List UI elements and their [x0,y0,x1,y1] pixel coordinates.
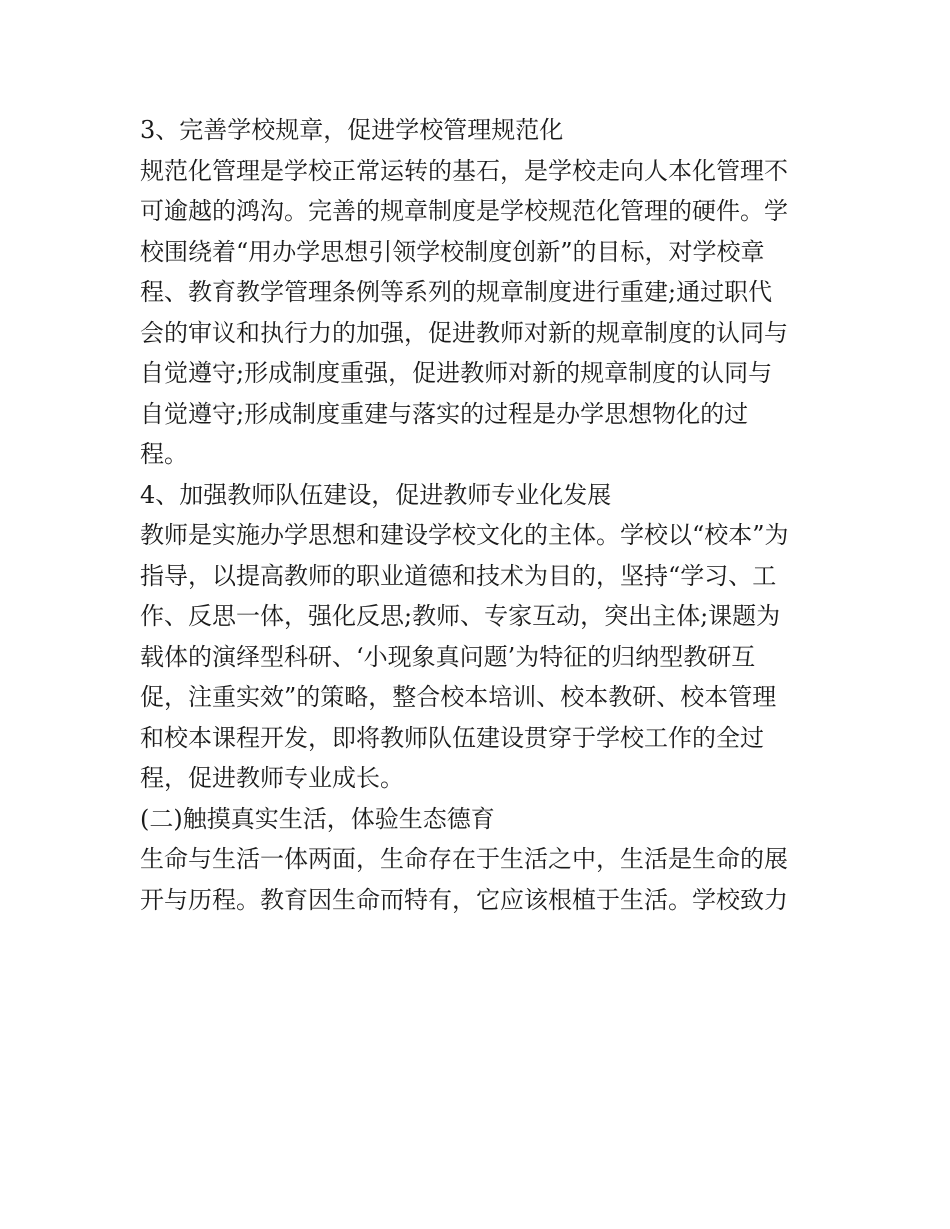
paragraph-line: 校围绕着“用办学思想引领学校制度创新”的目标，对学校章 [140,237,765,266]
paragraph-line: 规范化管理是学校正常运转的基石，是学校走向人本化管理不 [140,156,788,185]
paragraph-line: 教师是实施办学思想和建设学校文化的主体。学校以“校本”为 [140,521,789,549]
paragraph-line: 会的审议和执行力的加强，促进教师对新的规章制度的认同与 [140,318,788,347]
paragraph-line: 可逾越的鸿沟。完善的规章制度是学校规范化管理的硬件。学 [140,197,788,225]
paragraph-line: 促，注重实效”的策略，整合校本培训、校本教研、校本管理 [140,683,777,711]
paragraph-line: 指导，以提高教师的职业道德和技术为目的，坚持“学习、工 [140,561,777,590]
paragraph-line: 自觉遵守;形成制度重强，促进教师对新的规章制度的认同与 [140,359,773,387]
document-page [140,110,820,920]
paragraph-line: 载体的演绎型科研、‘小现象真问题’为特征的归纳型教研互 [140,642,756,671]
paragraph-line: 程、教育教学管理条例等系列的规章制度进行重建;通过职代 [140,278,773,306]
paragraph-line: 生命与生活一体两面，生命存在于生活之中，生活是生命的展 [140,845,788,873]
section-4 [140,475,820,799]
paragraph-line: 程。 [140,440,188,468]
section-er-heading: (二)触摸真实生活，体验生态德育 [140,804,495,833]
section-er [140,799,820,921]
paragraph-line: 自觉遵守;形成制度重建与落实的过程是办学思想物化的过 [140,399,749,428]
paragraph-line: 程，促进教师专业成长。 [140,764,404,792]
paragraph-line: 开与历程。教育因生命而特有，它应该根植于生活。学校致力 [140,885,788,914]
section-3 [140,110,820,475]
section-3-heading: 3、完善学校规章，促进学校管理规范化 [140,116,564,144]
paragraph-line: 和校本课程开发，即将教师队伍建设贯穿于学校工作的全过 [140,723,764,752]
section-4-heading: 4、加强教师队伍建设，促进教师专业化发展 [140,480,612,509]
paragraph-line: 作、反思一体，强化反思;教师、专家互动，突出主体;课题为 [140,602,781,630]
